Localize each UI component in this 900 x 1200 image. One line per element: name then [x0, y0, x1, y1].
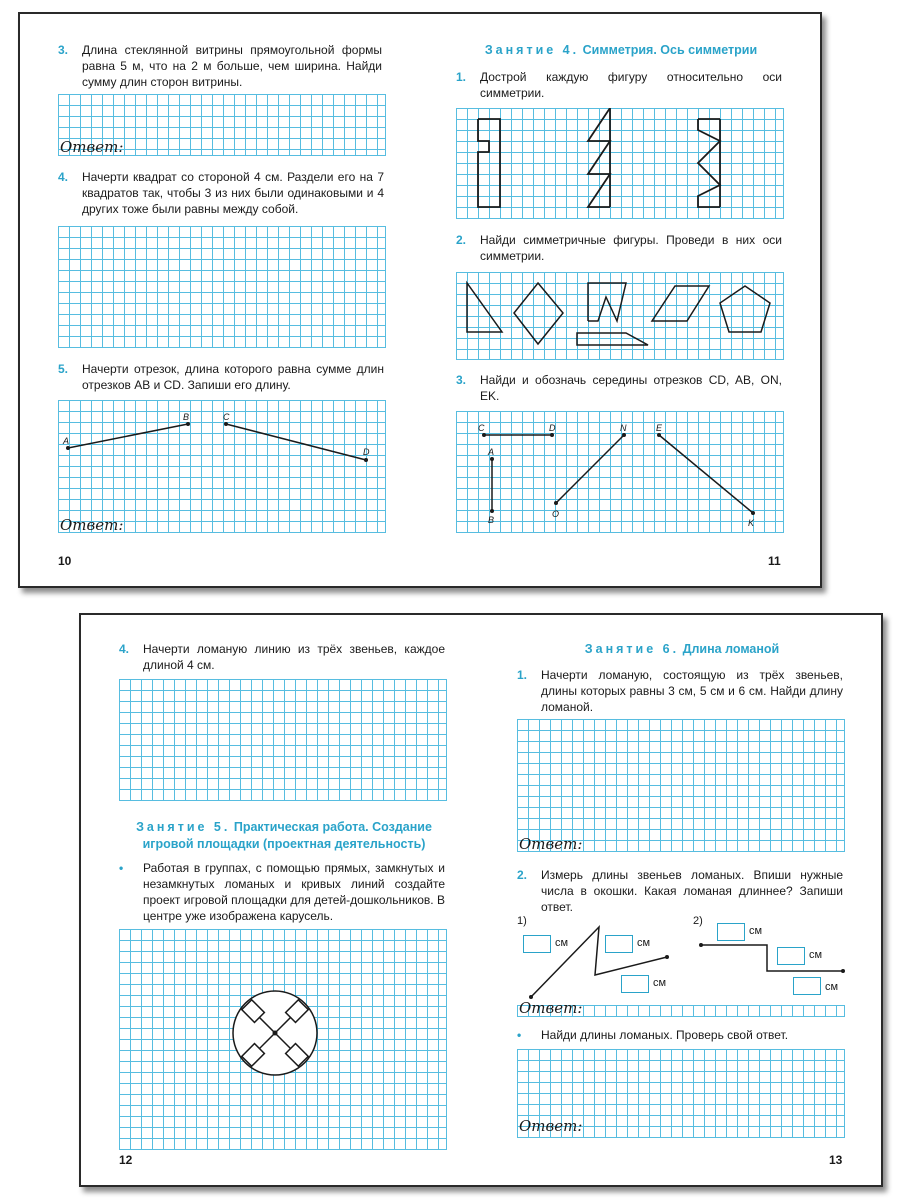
playground-grid[interactable] [119, 929, 447, 1150]
drawing-grid-task-4[interactable] [119, 679, 447, 801]
answer-label: Ответ: [519, 835, 583, 853]
shapes-grid-task-2[interactable] [456, 272, 784, 360]
unit-label: см [653, 977, 667, 989]
segments-grid-task-5[interactable] [58, 400, 386, 533]
point-label-d: D [549, 423, 556, 433]
unit-label: см [809, 949, 823, 961]
lesson-prefix: Занятие 5. [136, 820, 231, 834]
polyline-2-label: 2) [693, 915, 703, 927]
task-text: Длина стеклянной витрины прямоугольной формы равна 5 м, что на 2 м больше, чем ширина. Найди сумму длин сторон витрины. [82, 43, 382, 89]
task-number: 3. [58, 43, 69, 57]
half-figures [456, 108, 783, 218]
lesson-title: Практическая работа. Создание игровой площадки (проектная деятельность) [142, 820, 432, 851]
answer-label: Ответ: [60, 138, 124, 156]
task-number: 1. [517, 668, 528, 682]
page-number-10: 10 [58, 554, 72, 568]
point-label-a: A [488, 447, 495, 457]
task-text: Измерь длины звеньев ломаных. Впиши нужные числа в окошки. Какая ломаная длиннее? Запиши ответ. [541, 868, 843, 914]
drawing-grid-task-4[interactable] [58, 226, 386, 348]
unit-label: см [637, 937, 651, 949]
lesson-title: Симметрия. Ось симметрии [582, 43, 758, 57]
task-number: 5. [58, 362, 69, 376]
length-input-box[interactable] [793, 977, 821, 995]
task-number: 2. [456, 233, 467, 247]
length-input-box[interactable] [621, 975, 649, 993]
answer-label: Ответ: [60, 516, 124, 534]
task-number: 4. [119, 642, 130, 656]
lesson-4-heading [456, 42, 786, 59]
bullet-marker: • [517, 1028, 522, 1042]
lesson-title: Длина ломаной [682, 642, 780, 656]
task-number: 1. [456, 70, 467, 84]
bullet-marker: • [119, 861, 124, 875]
point-label-b: B [183, 412, 190, 422]
length-input-box[interactable] [523, 935, 551, 953]
symmetry-grid-task-1[interactable] [456, 108, 784, 219]
task-text: Начерти отрезок, длина которого равна сумме длин отрезков AB и CD. Запиши его длину. [82, 362, 384, 392]
point-label-c: C [223, 412, 230, 422]
task-number: 4. [58, 170, 69, 184]
task-number: 2. [517, 868, 528, 882]
answer-label: Ответ: [519, 999, 583, 1017]
task-text: Начерти квадрат со стороной 4 см. Раздели его на 7 квадратов так, чтобы 3 из них были одинаковыми и 4 других тоже были равны между собой. [82, 170, 384, 216]
segments-ab-cd [58, 400, 385, 532]
page-number-12: 12 [119, 1153, 133, 1167]
task-number: 3. [456, 373, 467, 387]
point-label-d: D [363, 447, 370, 457]
point-label-b: B [488, 515, 495, 525]
segments-cd-ab-on-ek [456, 411, 783, 532]
polyline-1-label: 1) [517, 915, 527, 927]
unit-label: см [749, 925, 763, 937]
task-text: Начерти ломаную, состоящую из трёх звеньев, длины которых равны 3 см, 5 см и 6 см. Найди длину ломаной. [541, 668, 843, 714]
task-text: Работая в группах, с помощью прямых, замкнутых и незамкнутых ломаных и кривых линий создайте проект игровой площадки для детей-дошкольников. В центре уже изображена карусель. [143, 861, 445, 923]
lesson-5-heading [119, 819, 449, 853]
lesson-6-heading [517, 641, 847, 658]
point-label-a: A [63, 436, 70, 446]
geometric-shapes [456, 272, 783, 359]
task-text: Начерти ломаную линию из трёх звеньев, каждое длиной 4 см. [143, 642, 445, 672]
task-text: Дострой каждую фигуру относительно оси симметрии. [480, 70, 782, 100]
drawing-grid-task-1[interactable] [517, 719, 845, 852]
bottom-spread [79, 613, 883, 1187]
length-input-box[interactable] [605, 935, 633, 953]
carousel-drawing [119, 929, 446, 1149]
point-label-e: E [656, 423, 663, 433]
page-number-13: 13 [829, 1153, 843, 1167]
point-label-n: N [620, 423, 627, 433]
length-input-box[interactable] [717, 923, 745, 941]
point-label-o: O [552, 509, 560, 519]
unit-label: см [555, 937, 569, 949]
task-text: Найди и обозначь середины отрезков CD, AB, ON, EK. [480, 373, 782, 403]
task-text: Найди длины ломаных. Проверь свой ответ. [541, 1028, 789, 1042]
unit-label: см [825, 981, 839, 993]
answer-label: Ответ: [519, 1117, 583, 1135]
midpoints-grid-task-3[interactable] [456, 411, 784, 533]
point-label-c: C [478, 423, 485, 433]
lesson-prefix: Занятие 4. [484, 43, 580, 57]
top-spread [18, 12, 822, 588]
lesson-prefix: Занятие 6. [584, 642, 680, 656]
point-label-k: K [748, 518, 755, 528]
page-number-11: 11 [768, 554, 781, 568]
length-input-box[interactable] [777, 947, 805, 965]
task-text: Найди симметричные фигуры. Проведи в них оси симметрии. [480, 233, 782, 263]
